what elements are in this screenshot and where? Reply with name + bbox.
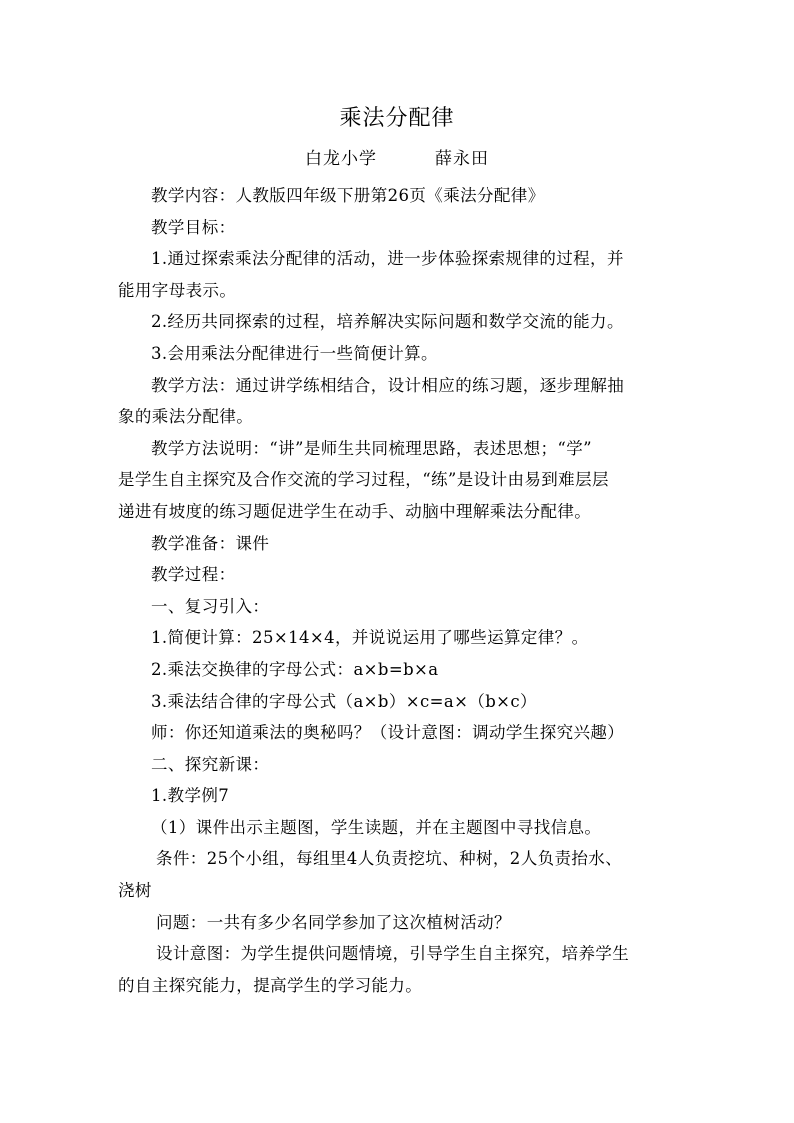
document-body bbox=[118, 180, 686, 1001]
paragraph-line: 设计意图：为学生提供问题情境，引导学生自主探究，培养学生 bbox=[156, 944, 630, 964]
paragraph-line: 1.教学例7 bbox=[151, 786, 230, 806]
paragraph-line: 条件：25个小组，每组里4人负责挖坑、种树，2人负责抬水、 bbox=[156, 849, 623, 869]
paragraph-line: 是学生自主探究及合作交流的学习过程，“练”是设计由易到难层层 bbox=[118, 470, 609, 490]
paragraph-line: 浇树 bbox=[118, 881, 152, 901]
paragraph-line: 递进有坡度的练习题促进学生在动手、动脑中理解乘法分配律。 bbox=[118, 501, 592, 521]
paragraph-line: 1.简便计算：25×14×4，并说说运用了哪些运算定律？。 bbox=[151, 628, 589, 648]
paragraph-line: 教学过程： bbox=[151, 565, 236, 585]
paragraph-line: 教学准备：课件 bbox=[151, 533, 270, 553]
paragraph-line: 2.经历共同探索的过程，培养解决实际问题和数学交流的能力。 bbox=[151, 312, 624, 332]
paragraph-line: 二、探究新课： bbox=[151, 754, 270, 774]
paragraph-line: 2.乘法交换律的字母公式：a×b=b×a bbox=[151, 659, 439, 679]
author-name: 薛永田 bbox=[435, 149, 489, 169]
paragraph-line: （1）课件出示主题图，学生读题，并在主题图中寻找信息。 bbox=[151, 817, 602, 837]
paragraph-line: 一、复习引入： bbox=[151, 596, 270, 616]
school-name: 白龙小学 bbox=[305, 149, 377, 169]
paragraph-line: 3.乘法结合律的字母公式（a×b）×c=a×（b×c） bbox=[151, 691, 537, 711]
paragraph-line: 3.会用乘法分配律进行一些简便计算。 bbox=[151, 343, 438, 363]
paragraph-line: 的自主探究能力，提高学生的学习能力。 bbox=[118, 975, 423, 995]
document-title: 乘法分配律 bbox=[339, 106, 455, 131]
paragraph-line: 1.通过探索乘法分配律的活动，进一步体验探索规律的过程，并 bbox=[151, 249, 624, 269]
paragraph-line: 教学目标： bbox=[151, 217, 236, 237]
paragraph-line: 师：你还知道乘法的奥秘吗？（设计意图：调动学生探究兴趣） bbox=[151, 723, 625, 743]
paragraph-line: 教学方法说明：“讲”是师生共同梳理思路，表述思想；“学” bbox=[151, 438, 592, 458]
paragraph-line: 象的乘法分配律。 bbox=[118, 407, 254, 427]
author-line bbox=[0, 146, 794, 172]
paragraph-line: 教学内容：人教版四年级下册第26页《乘法分配律》 bbox=[151, 186, 545, 205]
paragraph-line: 能用字母表示。 bbox=[118, 280, 237, 300]
paragraph-line: 问题：一共有多少名同学参加了这次植树活动？ bbox=[156, 912, 511, 932]
paragraph-line: 教学方法：通过讲学练相结合，设计相应的练习题，逐步理解抽 bbox=[151, 375, 625, 395]
